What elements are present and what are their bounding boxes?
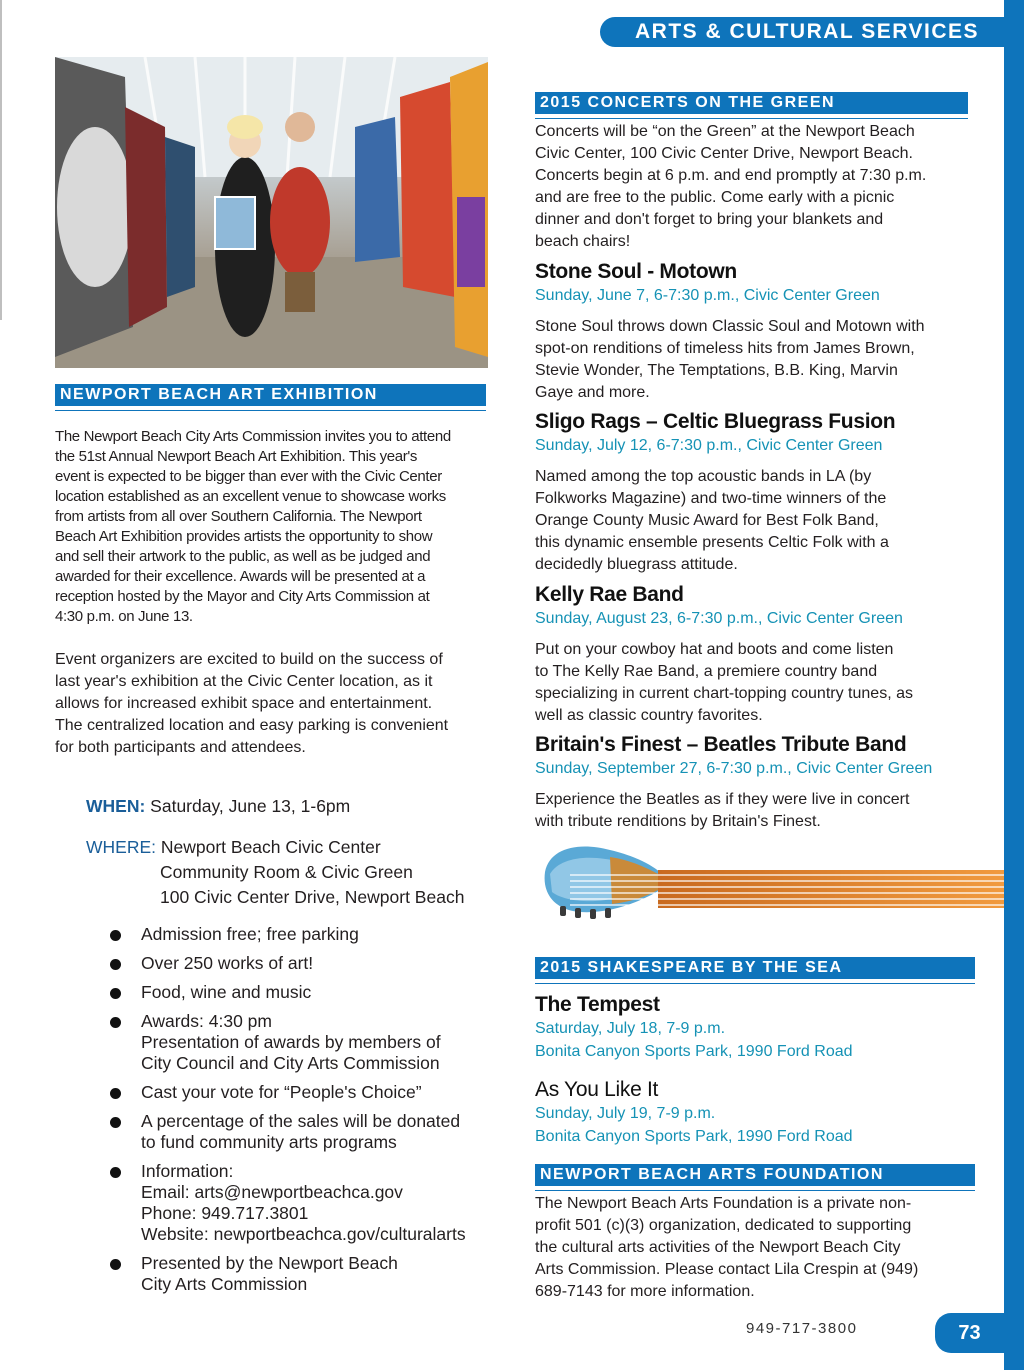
concerts-intro (535, 121, 980, 253)
text-line: Arts Commission. Please contact Lila Crespin at (949) (535, 1261, 919, 1278)
text-line: allows for increased exhibit space and entertainment. (55, 695, 433, 712)
text-line: Stone Soul throws down Classic Soul and Motown with (535, 318, 925, 335)
list-item: Awards: 4:30 pm Presentation of awards by members of City Council and City Arts Commission (108, 1011, 508, 1074)
list-item: Food, wine and music (108, 982, 508, 1003)
when-label: WHEN: (86, 796, 146, 816)
text-line: Civic Center, 100 Civic Center Drive, Newport Beach. (535, 145, 913, 162)
text-line: Event organizers are excited to build on the success of (55, 651, 443, 668)
exhibition-intro (55, 427, 495, 627)
concert-description (535, 316, 980, 404)
text-line: 4:30 p.m. on June 13. (55, 608, 193, 625)
section-header: ARTS & CULTURAL SERVICES (600, 17, 1004, 47)
art-exhibition-photo (55, 57, 488, 368)
play-title: The Tempest (535, 993, 660, 1016)
foundation-paragraph (535, 1193, 980, 1303)
text-line: Concerts will be “on the Green” at the Newport Beach (535, 123, 915, 140)
shakespeare-heading: 2015 SHAKESPEARE BY THE SEA (535, 957, 975, 979)
text-line: specializing in current chart-topping country tunes, as (535, 685, 913, 702)
concert-date: Sunday, September 27, 6-7:30 p.m., Civic Center Green (535, 760, 933, 777)
text-line: event is expected to be bigger than ever with the Civic Center (55, 468, 442, 485)
exhibition-bullet-list (108, 924, 508, 1303)
page-number: 73 (935, 1313, 1004, 1353)
text-line: and sell their artwork to the public, as well as be judged and (55, 548, 431, 565)
guitar-illustration (540, 842, 1004, 920)
text-line: Beach Art Exhibition provides artists the opportunity to show (55, 528, 433, 545)
list-item: A percentage of the sales will be donated to fund community arts programs (108, 1111, 508, 1153)
concert-date: Sunday, June 7, 6-7:30 p.m., Civic Center Green (535, 287, 880, 304)
text-line: from artists from all over Southern California. The Newport (55, 508, 422, 525)
when-value: Saturday, June 13, 1-6pm (150, 796, 351, 816)
text-line: Put on your cowboy hat and boots and come listen (535, 641, 894, 658)
organizers-paragraph (55, 649, 495, 759)
text-line: last year's exhibition at the Civic Center location, as it (55, 673, 433, 690)
bullet-icon (110, 1259, 121, 1270)
play-location: Bonita Canyon Sports Park, 1990 Ford Road (535, 1043, 853, 1060)
text-line: profit 501 (c)(3) organization, dedicated to supporting (535, 1217, 912, 1234)
play-date: Saturday, July 18, 7-9 p.m. (535, 1020, 726, 1037)
text-line: dinner and don't forget to bring your blankets and (535, 211, 884, 228)
bullet-icon (110, 959, 121, 970)
text-line: Orange County Music Award for Best Folk Band, (535, 512, 879, 529)
bullet-icon (110, 1017, 121, 1028)
text-line: Named among the top acoustic bands in LA (by (535, 468, 872, 485)
text-line: Stevie Wonder, The Temptations, B.B. King, Marvin (535, 362, 898, 379)
where-line: Newport Beach Civic Center (160, 837, 381, 857)
concert-title: Britain's Finest – Beatles Tribute Band (535, 733, 907, 756)
text-line: to The Kelly Rae Band, a premiere country band (535, 663, 878, 680)
play-date: Sunday, July 19, 7-9 p.m. (535, 1105, 716, 1122)
text-line: The centralized location and easy parking is convenient (55, 717, 449, 734)
text-line: Folkworks Magazine) and two-time winners of the (535, 490, 887, 507)
bullet-icon (110, 1117, 121, 1128)
text-line: the 51st Annual Newport Beach Art Exhibition. This year's (55, 448, 418, 465)
art-exhibition-photo-illustration (55, 57, 488, 368)
footer-phone: 949-717-3800 (746, 1320, 858, 1337)
concert-date: Sunday, August 23, 6-7:30 p.m., Civic Center Green (535, 610, 903, 627)
list-item: Over 250 works of art! (108, 953, 508, 974)
concert-description (535, 466, 980, 576)
text-line: well as classic country favorites. (535, 707, 763, 724)
text-line: this dynamic ensemble presents Celtic Folk with a (535, 534, 889, 551)
bullet-icon (110, 1167, 121, 1178)
when-row (86, 795, 350, 817)
text-line: the cultural arts activities of the Newport Beach City (535, 1239, 901, 1256)
where-line: Community Room & Civic Green (160, 862, 413, 882)
bullet-icon (110, 930, 121, 941)
where-block (86, 835, 464, 910)
concert-description (535, 639, 980, 727)
concert-description (535, 789, 980, 833)
list-item: Information: Email: arts@newportbeachca.gov Phone: 949.717.3801 Website: newportbeachca.gov/culturalarts (108, 1161, 508, 1245)
text-line: for both participants and attendees. (55, 739, 306, 756)
where-label: WHERE: (86, 837, 156, 857)
text-line: beach chairs! (535, 233, 631, 250)
text-line: spot-on renditions of timeless hits from James Brown, (535, 340, 915, 357)
text-line: with tribute renditions by Britain's Finest. (535, 813, 821, 830)
where-line: 100 Civic Center Drive, Newport Beach (160, 887, 465, 907)
list-item: Cast your vote for “People's Choice” (108, 1082, 508, 1103)
text-line: awarded for their excellence. Awards will be presented at a (55, 568, 426, 585)
concert-title: Stone Soul - Motown (535, 260, 737, 283)
list-item: Admission free; free parking (108, 924, 508, 945)
text-line: The Newport Beach City Arts Commission invites you to attend (55, 428, 451, 445)
concerts-heading: 2015 CONCERTS ON THE GREEN (535, 92, 968, 114)
bullet-icon (110, 988, 121, 999)
text-line: Concerts begin at 6 p.m. and end promptly at 7:30 p.m. (535, 167, 927, 184)
text-line: The Newport Beach Arts Foundation is a private non- (535, 1195, 912, 1212)
concert-title: Sligo Rags – Celtic Bluegrass Fusion (535, 410, 896, 433)
concert-date: Sunday, July 12, 6-7:30 p.m., Civic Center Green (535, 437, 883, 454)
text-line: Experience the Beatles as if they were live in concert (535, 791, 910, 808)
text-line: decidedly bluegrass attitude. (535, 556, 738, 573)
play-title: As You Like It (535, 1078, 659, 1101)
list-item: Presented by the Newport Beach City Arts Commission (108, 1253, 508, 1295)
bullet-icon (110, 1088, 121, 1099)
exhibition-heading: NEWPORT BEACH ART EXHIBITION (55, 384, 486, 406)
page-edge-rule (0, 0, 2, 320)
text-line: location established as an excellent venue to showcase works (55, 488, 446, 505)
text-line: Gaye and more. (535, 384, 650, 401)
play-location: Bonita Canyon Sports Park, 1990 Ford Road (535, 1128, 853, 1145)
foundation-heading: NEWPORT BEACH ARTS FOUNDATION (535, 1164, 975, 1186)
text-line: 689-7143 for more information. (535, 1283, 755, 1300)
text-line: reception hosted by the Mayor and City Arts Commission at (55, 588, 430, 605)
concert-title: Kelly Rae Band (535, 583, 684, 606)
text-line: and are free to the public. Come early with a picnic (535, 189, 895, 206)
page-side-bar (1004, 0, 1024, 1370)
